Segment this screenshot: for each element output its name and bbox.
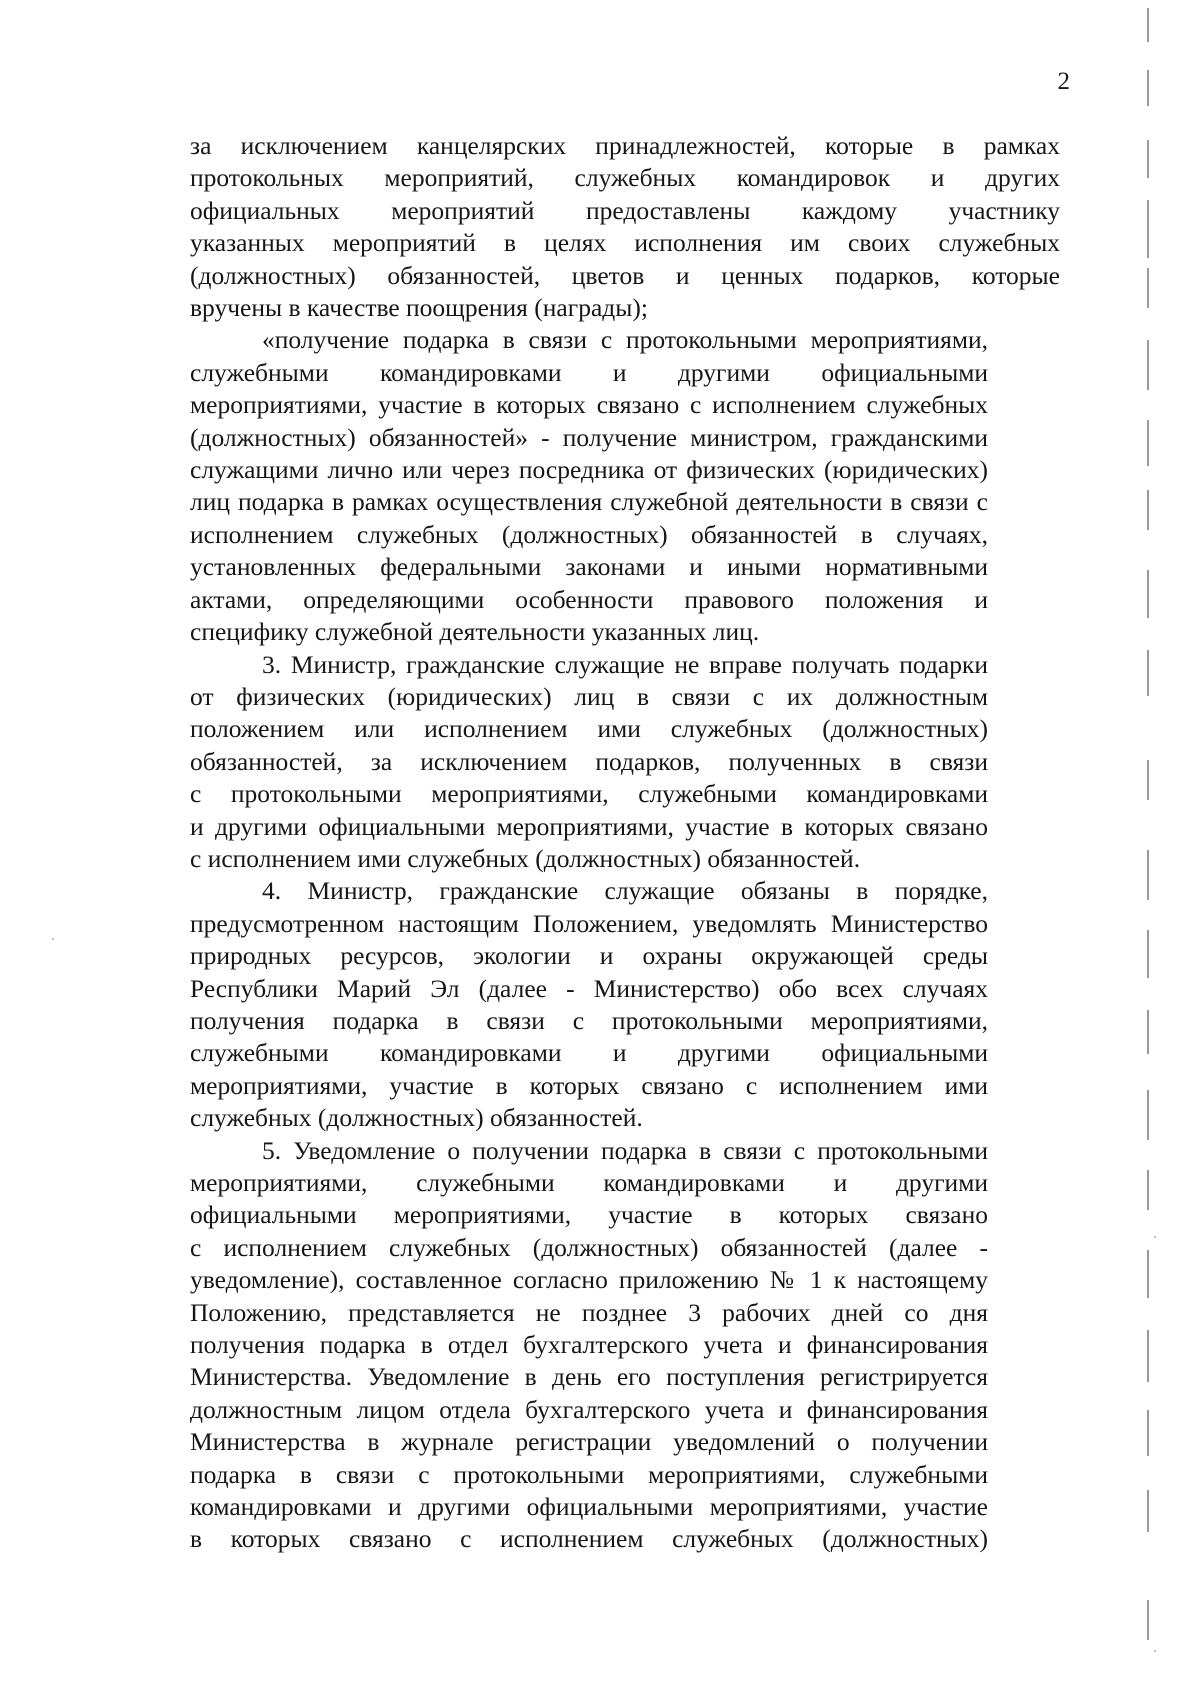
- text-line: служащими лично или через посредника от физических (юридических): [190, 455, 988, 485]
- text-line: «получение подарка в связи с протокольными мероприятиями,: [262, 325, 988, 355]
- paragraph: [190, 875, 1060, 1134]
- scan-speck: [52, 938, 54, 940]
- scan-edge-mark: [1147, 340, 1149, 390]
- text-line: специфику служебной деятельности указанных лиц.: [190, 617, 760, 647]
- text-line: протокольных мероприятий, служебных командировок и других: [190, 163, 1060, 193]
- scan-edge-mark: [1147, 490, 1149, 530]
- scan-edge-mark: [1147, 1010, 1149, 1054]
- text-line: 3. Министр, гражданские служащие не вправе получать подарки: [262, 649, 988, 679]
- text-line: 5. Уведомление о получении подарка в связи с протокольными: [262, 1135, 988, 1165]
- text-line: от физических (юридических) лиц в связи с их должностным: [190, 681, 988, 711]
- text-line: положением или исполнением ими служебных (должностных): [190, 714, 988, 744]
- text-line: 4. Министр, гражданские служащие обязаны в порядке,: [262, 876, 988, 906]
- text-line: указанных мероприятий в целях исполнения им своих служебных: [190, 228, 1060, 258]
- text-line: (должностных) обязанностей, цветов и ценных подарков, которые: [190, 260, 1060, 290]
- paragraph: [190, 324, 1060, 648]
- scan-edge-mark: [1147, 200, 1149, 258]
- text-line: установленных федеральными законами и иными нормативными: [190, 552, 988, 582]
- scan-edge-mark: [1147, 1600, 1149, 1640]
- text-line: Министерства. Уведомление в день его поступления регистрируется: [190, 1362, 988, 1392]
- scan-edge-mark: [1147, 850, 1149, 900]
- text-line: обязанностей, за исключением подарков, полученных в связи: [190, 746, 988, 776]
- document-body: [190, 130, 1060, 1556]
- scan-edge-mark: [1147, 1090, 1149, 1140]
- scan-edge-mark: [1147, 268, 1149, 308]
- scan-edge-mark: [1147, 650, 1149, 696]
- text-line: получения подарка в связи с протокольными мероприятиями,: [190, 1005, 988, 1035]
- text-line: Положению, представляется не позднее 3 рабочих дней со дня: [190, 1297, 988, 1327]
- text-line: подарка в связи с протокольными мероприятиями, служебными: [190, 1459, 988, 1489]
- scan-edge-mark: [1147, 8, 1149, 42]
- scan-edge-mark: [1147, 420, 1149, 466]
- text-line: с исполнением ими служебных (должностных) обязанностей.: [190, 843, 861, 873]
- text-line: с протокольными мероприятиями, служебными командировками: [190, 779, 988, 809]
- paragraph: [190, 649, 1060, 876]
- text-line: за исключением канцелярских принадлежностей, которые в рамках: [190, 131, 1060, 160]
- text-line: природных ресурсов, экологии и охраны окружающей среды: [190, 941, 988, 971]
- text-line: лиц подарка в рамках осуществления служебной деятельности в связи с: [190, 487, 988, 517]
- text-line: мероприятиями, служебными командировками и другими: [190, 1168, 988, 1197]
- scan-edge-mark: [1147, 1490, 1149, 1532]
- scan-edge-mark: [1147, 70, 1149, 106]
- text-line: официальных мероприятий предоставлены каждому участнику: [190, 195, 1060, 225]
- scan-edge-mark: [1147, 140, 1149, 178]
- text-line: служебными командировками и другими официальными: [190, 357, 988, 387]
- text-line: предусмотренном настоящим Положением, уведомлять Министерство: [190, 908, 988, 938]
- scan-edge-mark: [1147, 930, 1149, 978]
- text-line: исполнением служебных (должностных) обязанностей в случаях,: [190, 519, 988, 549]
- paragraph: [190, 130, 1060, 324]
- scan-edge-mark: [1147, 570, 1149, 618]
- text-line: Министерства в журнале регистрации уведомлений о получении: [190, 1427, 988, 1457]
- scan-speck: [1154, 1650, 1156, 1652]
- text-line: актами, определяющими особенности правового положения и: [190, 584, 988, 614]
- text-line: служебными командировками и другими официальными: [190, 1038, 988, 1068]
- scan-speck: [1154, 1236, 1156, 1238]
- scan-edge-mark: [1147, 760, 1149, 800]
- scan-edge-mark: [1147, 1170, 1149, 1210]
- scan-edge-mark: [1147, 1410, 1149, 1456]
- text-line: мероприятиями, участие в которых связано с исполнением служебных: [190, 390, 988, 420]
- text-line: получения подарка в отдел бухгалтерского учета и финансирования: [190, 1330, 988, 1360]
- text-line: и другими официальными мероприятиями, участие в которых связано: [190, 811, 988, 841]
- text-line: Республики Марий Эл (далее - Министерство) обо всех случаях: [190, 973, 988, 1003]
- text-line: вручены в качестве поощрения (награды);: [190, 293, 648, 323]
- text-line: уведомление), составленное согласно приложению № 1 к настоящему: [190, 1265, 988, 1295]
- paragraph: [190, 1135, 1060, 1556]
- page-number: 2: [1057, 68, 1070, 95]
- text-line: мероприятиями, участие в которых связано с исполнением ими: [190, 1070, 988, 1100]
- scan-edge-mark: [1147, 1330, 1149, 1382]
- text-line: официальными мероприятиями, участие в которых связано: [190, 1200, 988, 1230]
- text-line: должностным лицом отдела бухгалтерского учета и финансирования: [190, 1394, 988, 1424]
- text-line: с исполнением служебных (должностных) обязанностей (далее -: [190, 1232, 988, 1262]
- scan-edge-mark: [1147, 1250, 1149, 1298]
- text-line: в которых связано с исполнением служебных (должностных): [190, 1524, 988, 1554]
- text-line: командировками и другими официальными мероприятиями, участие: [190, 1492, 988, 1522]
- text-line: (должностных) обязанностей» - получение министром, гражданскими: [190, 422, 988, 452]
- text-line: служебных (должностных) обязанностей.: [190, 1103, 643, 1133]
